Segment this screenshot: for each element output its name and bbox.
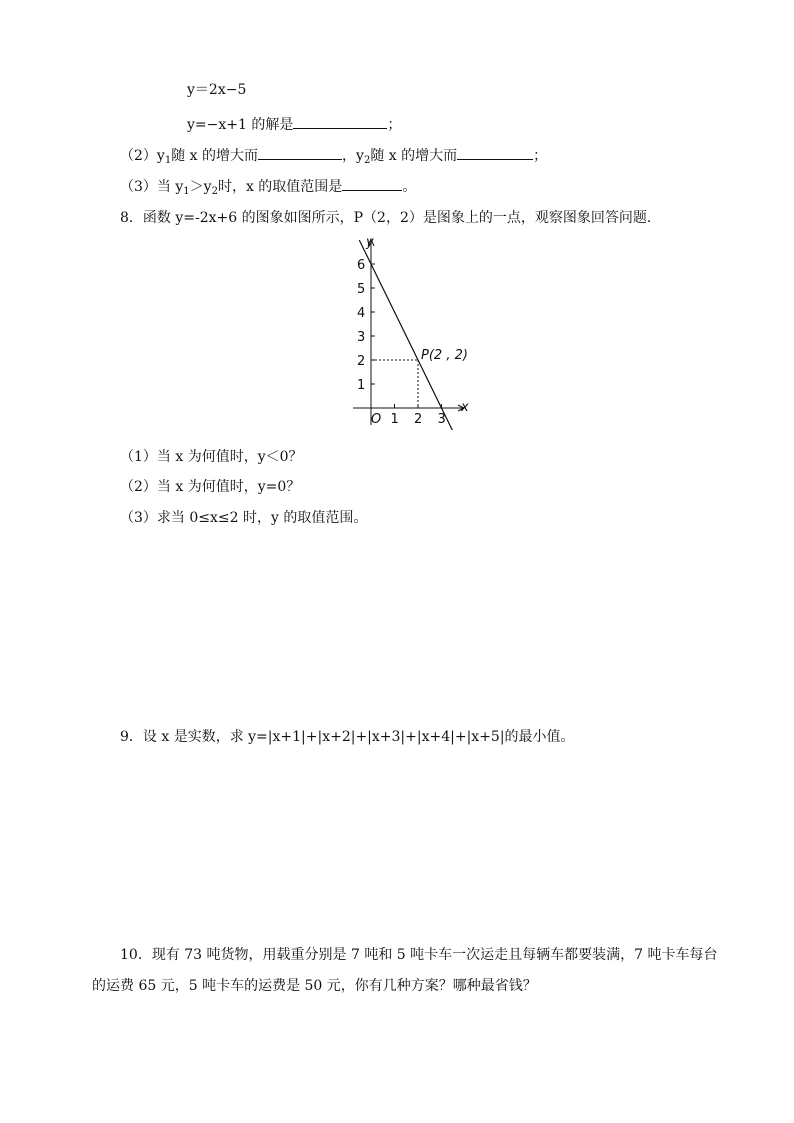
q10-line-2: 的运费 65 元，5 吨卡车的运费是 50 元，你有几种方案？哪种最省钱？ [92,978,537,994]
answer-blank[interactable] [457,145,533,160]
x-tick-label: 3 [437,412,446,427]
q8-sub-2: （2）当 x 为何值时，y=0？ [120,479,301,495]
y-tick-label: 3 [357,330,366,345]
y-tick-labels [357,258,375,393]
answer-blank[interactable] [293,114,387,129]
q10-line-1: 10．现有 73 吨货物，用载重分别是 7 吨和 5 吨卡车一次运走且每辆车都要装满，7 吨卡车每台 [120,947,718,963]
answer-blank[interactable] [258,145,342,160]
function-graph [345,235,475,430]
q8-sub-3: （3）求当 0≤x≤2 时，y 的取值范围。 [120,510,368,526]
y-tick-label: 6 [357,258,366,273]
q8-sub-1: （1）当 x 为何值时，y＜0？ [120,449,303,465]
x-tick-label: 1 [390,412,399,427]
axes [353,239,464,425]
q7-part-3: （3）当 $y_1>y_2$时，x 的取值范围是 。 [120,176,416,197]
point-p-label: P(2 , 2) [421,348,468,363]
y-tick-label: 2 [357,354,366,369]
answer-blank[interactable] [342,176,402,191]
origin-label: O [371,412,382,427]
q7-part-2: $(2)y_1$随 x 的增大而 ，$y_2$随 x 的增大而 ； [120,145,547,166]
plot-marks [359,240,453,430]
x-tick-labels [391,404,446,427]
q8-stem: 8．函数 y=-2x+6 的图象如图所示，P（2，2）是图象上的一点，观察图象回答问题． [120,210,661,226]
y-tick-label: 5 [357,282,366,297]
q7-equation-2: y=−x+1 的解是 ； [187,114,401,135]
y-tick-label: 1 [357,378,366,393]
y-tick-label: 4 [357,306,366,321]
x-tick-label: 2 [414,412,423,427]
q7-equation-1: y＝2x−5 [187,82,247,98]
q9-text: 9．设 x 是实数，求 y=|x+1|+|x+2|+|x+3|+|x+4|+|x+5|的最小值。 [120,729,575,745]
x-axis-label: x [461,400,469,415]
function-line [359,240,453,430]
y-axis-label: y [366,235,374,250]
